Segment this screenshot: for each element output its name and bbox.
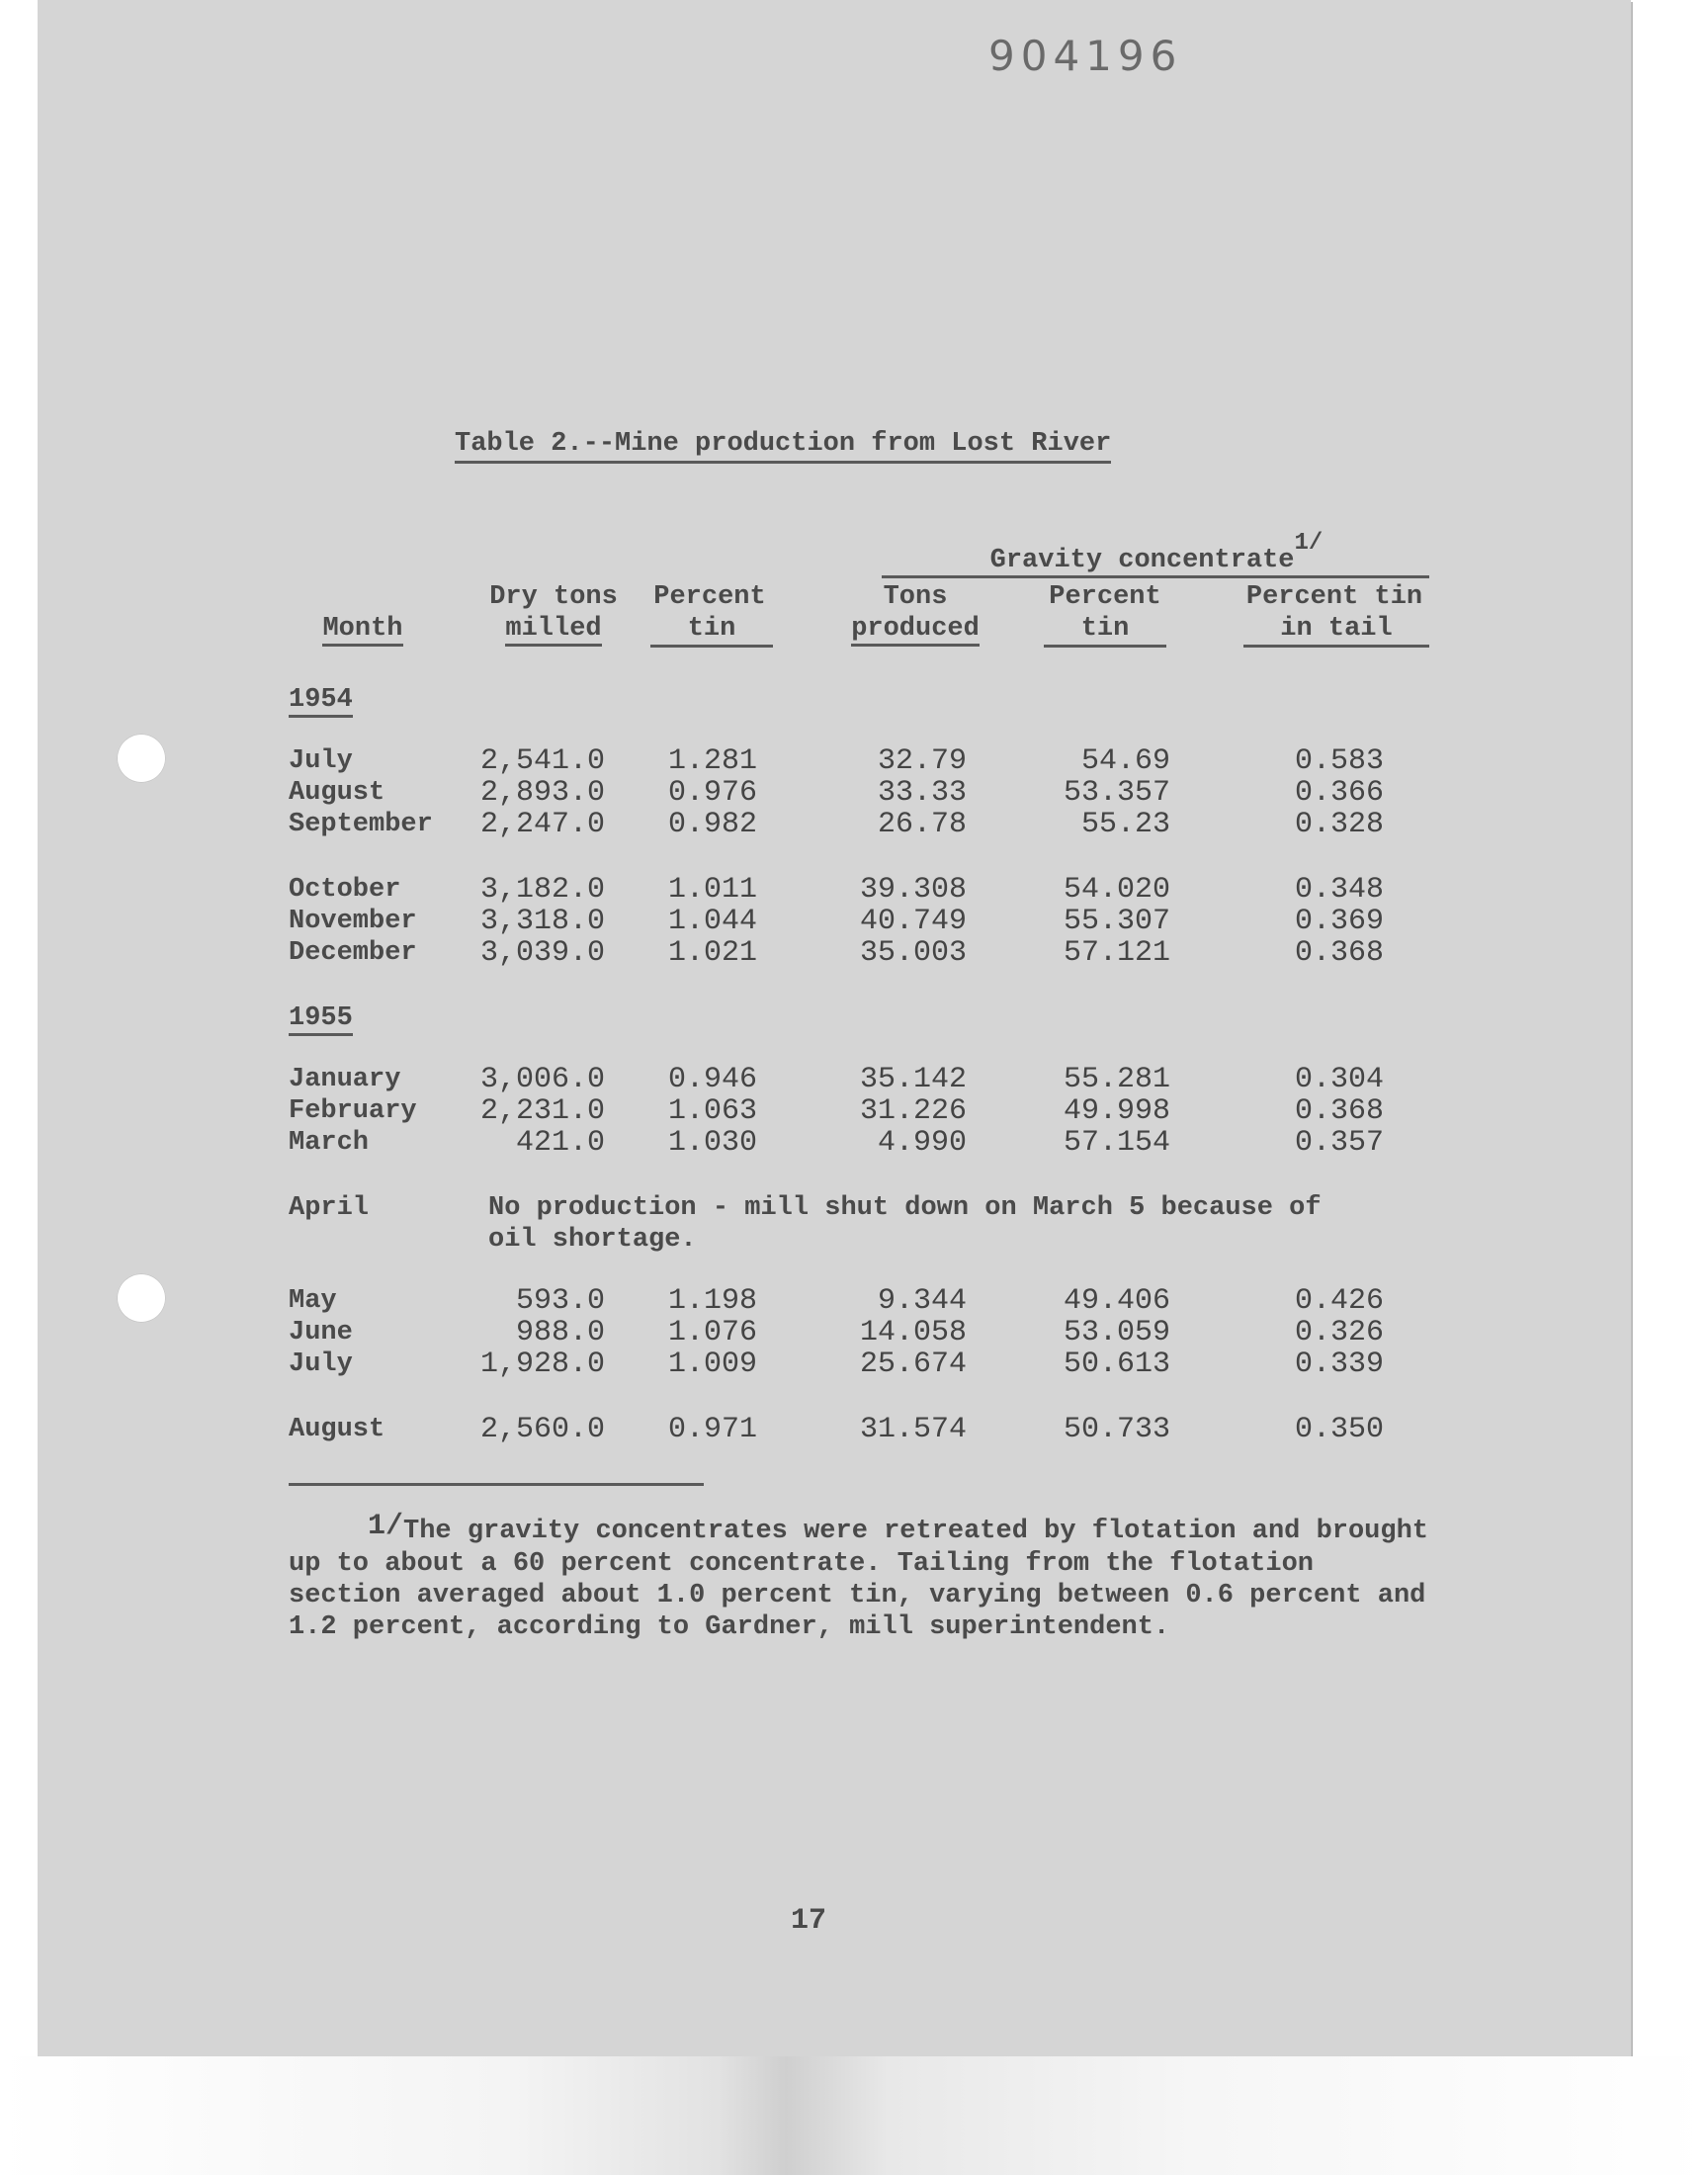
row-gc-percent-tin: 57.121 [1063,936,1170,970]
row-dry-tons-milled: 2,247.0 [479,808,605,841]
row-gc-percent-tin: 54.020 [1063,873,1170,907]
row-gc-percent-tin: 49.406 [1063,1284,1170,1318]
row-percent-tin-in-tail: 0.326 [1294,1316,1384,1349]
row-tons-produced: 32.79 [877,744,967,778]
percent-tin-header-line1: Percent [653,582,766,612]
row-month: September [289,810,433,839]
row-tons-produced: 40.749 [859,905,967,938]
row-percent-tin-in-tail: 0.357 [1294,1126,1384,1160]
row-gc-percent-tin: 53.059 [1063,1316,1170,1349]
row-dry-tons-milled: 988.0 [515,1316,605,1349]
row-gc-percent-tin: 55.281 [1063,1063,1170,1096]
april-note-line2: oil shortage. [488,1225,697,1255]
row-gc-percent-tin: 54.69 [1080,744,1170,778]
row-month: June [289,1318,353,1348]
punch-hole [117,734,166,783]
row-gc-percent-tin: 49.998 [1063,1094,1170,1128]
row-dry-tons-milled: 593.0 [515,1284,605,1318]
row-percent-tin: 1.011 [667,873,757,907]
row-gc-percent-tin: 55.307 [1063,905,1170,938]
footnote-mark: 1/ [1294,530,1324,557]
row-tons-produced: 39.308 [859,873,967,907]
row-dry-tons-milled: 3,006.0 [479,1063,605,1096]
row-month: July [289,746,353,776]
footnote-rule [289,1483,704,1486]
tail-header-line2: in tail [1243,613,1429,648]
row-gc-percent-tin: 50.733 [1063,1413,1170,1446]
table-title: Table 2.--Mine production from Lost River [455,429,1111,464]
gc-percent-tin-header-line2: tin [1044,613,1166,648]
row-month: December [289,938,417,968]
row-percent-tin-in-tail: 0.426 [1294,1284,1384,1318]
april-month: April [289,1193,370,1223]
row-dry-tons-milled: 3,182.0 [479,873,605,907]
footnote-line1: 1/The gravity concentrates were retreated by flotation and brought [368,1510,1428,1546]
row-month: February [289,1096,417,1126]
row-month: November [289,907,417,936]
row-percent-tin-in-tail: 0.368 [1294,1094,1384,1128]
row-month: July [289,1349,353,1379]
row-month: August [289,1415,385,1444]
row-percent-tin: 1.063 [667,1094,757,1128]
row-tons-produced: 4.990 [877,1126,967,1160]
row-percent-tin-in-tail: 0.350 [1294,1413,1384,1446]
dry-tons-header-line2: milled [474,613,633,645]
row-percent-tin: 1.076 [667,1316,757,1349]
row-percent-tin: 0.976 [667,776,757,810]
page-number: 17 [791,1904,827,1938]
punch-hole [117,1273,166,1323]
row-tons-produced: 14.058 [859,1316,967,1349]
dry-tons-header-line1: Dry tons [489,582,618,612]
row-percent-tin: 0.946 [667,1063,757,1096]
month-header: Month [318,613,407,645]
row-tons-produced: 9.344 [877,1284,967,1318]
row-percent-tin-in-tail: 0.348 [1294,873,1384,907]
row-dry-tons-milled: 2,560.0 [479,1413,605,1446]
tail-header-line1: Percent tin [1245,582,1423,612]
year-label-1955: 1955 [289,1002,353,1034]
gc-percent-tin-header-line1: Percent [1049,582,1161,612]
gravity-concentrate-header: Gravity concentrate1/ [989,530,1324,575]
row-month: March [289,1128,370,1158]
row-gc-percent-tin: 50.613 [1063,1348,1170,1381]
row-dry-tons-milled: 2,231.0 [479,1094,605,1128]
row-gc-percent-tin: 55.23 [1080,808,1170,841]
row-dry-tons-milled: 2,893.0 [479,776,605,810]
row-percent-tin-in-tail: 0.368 [1294,936,1384,970]
percent-tin-header-line2: tin [650,613,773,648]
row-percent-tin: 1.030 [667,1126,757,1160]
row-month: January [289,1065,401,1094]
footnote-line2: up to about a 60 percent concentrate. Tailing from the flotation [289,1549,1314,1579]
footnote-line3: section averaged about 1.0 percent tin, varying between 0.6 percent and [289,1581,1426,1610]
row-dry-tons-milled: 1,928.0 [479,1348,605,1381]
row-dry-tons-milled: 3,039.0 [479,936,605,970]
tons-produced-header-line1: Tons [883,582,948,612]
row-percent-tin: 1.198 [667,1284,757,1318]
document-stamp-number: 904196 [988,32,1183,80]
footnote-mark: 1/ [368,1510,404,1543]
row-percent-tin: 0.982 [667,808,757,841]
row-dry-tons-milled: 3,318.0 [479,905,605,938]
row-percent-tin: 0.971 [667,1413,757,1446]
row-dry-tons-milled: 421.0 [515,1126,605,1160]
row-percent-tin-in-tail: 0.583 [1294,744,1384,778]
row-month: October [289,875,401,905]
row-tons-produced: 33.33 [877,776,967,810]
row-percent-tin-in-tail: 0.328 [1294,808,1384,841]
footnote-line4: 1.2 percent, according to Gardner, mill superintendent. [289,1612,1170,1642]
group-header-rule [882,575,1429,578]
row-tons-produced: 35.142 [859,1063,967,1096]
row-tons-produced: 25.674 [859,1348,967,1381]
row-percent-tin-in-tail: 0.304 [1294,1063,1384,1096]
tons-produced-header-line2: produced [842,613,988,645]
scan-edge [0,2056,1708,2175]
row-percent-tin-in-tail: 0.369 [1294,905,1384,938]
document-page [38,0,1631,2056]
row-gc-percent-tin: 57.154 [1063,1126,1170,1160]
row-tons-produced: 26.78 [877,808,967,841]
row-month: May [289,1286,337,1316]
row-month: August [289,778,385,808]
row-tons-produced: 35.003 [859,936,967,970]
april-note-line1: No production - mill shut down on March 5 because of [488,1193,1322,1223]
row-tons-produced: 31.574 [859,1413,967,1446]
year-label-1954: 1954 [289,684,353,716]
row-percent-tin: 1.021 [667,936,757,970]
row-percent-tin: 1.009 [667,1348,757,1381]
row-percent-tin-in-tail: 0.339 [1294,1348,1384,1381]
row-dry-tons-milled: 2,541.0 [479,744,605,778]
row-percent-tin-in-tail: 0.366 [1294,776,1384,810]
row-percent-tin: 1.281 [667,744,757,778]
row-tons-produced: 31.226 [859,1094,967,1128]
row-gc-percent-tin: 53.357 [1063,776,1170,810]
row-percent-tin: 1.044 [667,905,757,938]
